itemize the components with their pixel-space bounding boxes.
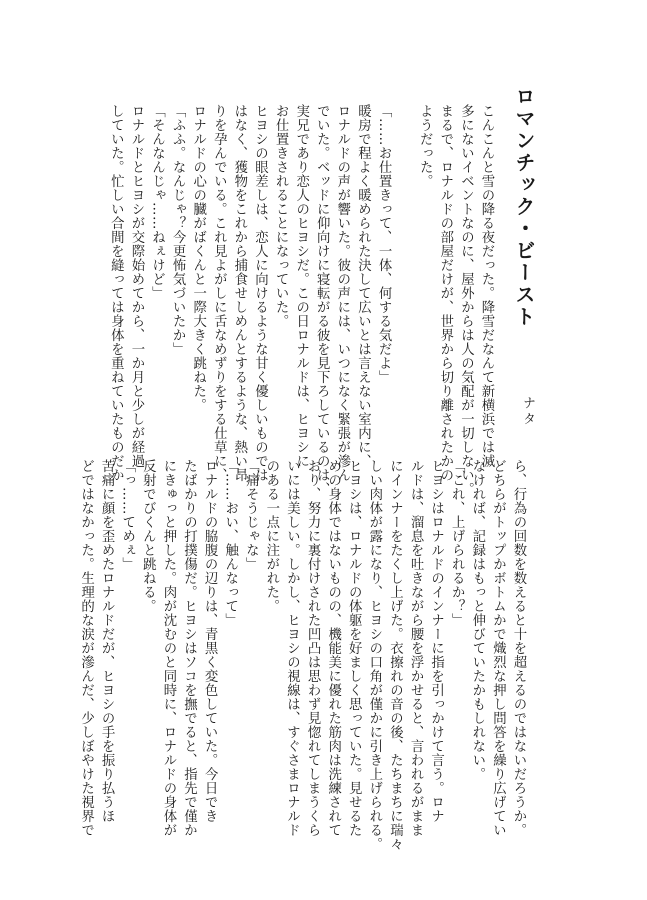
text-line: にきゅっと押した。肉が沈むのと同時に、ロナルドの身体が xyxy=(160,459,176,837)
text-line: 暖房で程よく暖められた決して広いとは言えない室内に、 xyxy=(355,104,371,468)
text-line: ロナルドの心の臓がばくんと一際大きく跳ねた。 xyxy=(190,104,206,412)
text-line: りを孕んでいる。これ見よがしに舌なめずりをする仕草に、 xyxy=(211,104,227,482)
text-line: 苦痛に顔を歪めたロナルドだが、ヒヨシの手を振り払うほ xyxy=(99,459,115,823)
text-line: 「痛そうじゃな」 xyxy=(243,459,259,571)
text-line: のある一点に注がれた。 xyxy=(263,459,279,613)
text-line: どではなかった。生理的な涙が滲んだ、少しぼやけた視界で xyxy=(78,459,94,837)
text-line: 実兄であり恋人のヒヨシだ。この日ロナルドは、ヒヨシに xyxy=(293,104,309,468)
text-line: ようだった。 xyxy=(417,104,433,188)
text-line: していた。忙しい合間を縫っては身体を重ねていたものだか xyxy=(108,104,124,482)
text-line: にインナーをたくし上げた。衣擦れの音の後、たちまちに瑞々 xyxy=(387,459,403,851)
text-line: ルドは、溜息を吐きながら腰を浮かせると、言われるがまま xyxy=(408,459,424,837)
text-line: 「……おい、触んなって」 xyxy=(222,459,238,627)
text-line: 「っ……てめぇ」 xyxy=(119,459,135,571)
text-line: お仕置きされることになっていた。 xyxy=(273,104,289,328)
text-line: 「ふふ。なんじゃ？今更怖気づいたか」 xyxy=(170,104,186,356)
text-line: こんこんと雪の降る夜だった。降雪だなんて新横浜では滅 xyxy=(479,104,494,468)
author-name: ナタ xyxy=(520,396,535,428)
text-line: めの身体ではないものの、機能美に優れた筋肉は洗練されて xyxy=(325,459,341,837)
text-line: ヒヨシの眼差しは、恋人に向けるような甘く優しいものでは xyxy=(252,104,268,482)
text-line xyxy=(393,104,414,449)
text-line: 「そんなんじゃ……ねぇけど」 xyxy=(149,104,165,300)
lower-text-block xyxy=(78,459,528,851)
text-line: 「これ、上げられるか？」 xyxy=(449,459,465,627)
upper-text-block xyxy=(96,104,496,496)
text-line: ロナルドとヒヨシが交際始めてから、一か月と少しが経過 xyxy=(128,104,144,468)
story-title: ロマンチック・ビースト xyxy=(512,86,536,328)
text-line: たばかりの打撲傷だ。ヒヨシはソコを撫でると、指先で僅か xyxy=(181,459,197,837)
text-line: なければ、記録はもっと伸びていたかもしれない。 xyxy=(469,459,485,781)
text-line: ロナルドの脇腹の辺りは、青黒く変色していた。今日でき xyxy=(202,459,218,823)
text-line: ロナルドの声が響いた。彼の声には、いつになく緊張が滲ん xyxy=(334,104,350,482)
text-line: どちらがトップかボトムかで熾烈な押し問答を繰り広げてい xyxy=(490,459,506,837)
text-line: 多にないイベントなのに、屋外からは人の気配が一切しない。 xyxy=(458,104,474,496)
text-line: まるで、ロナルドの部屋だけが、世界から切り離されたかの xyxy=(437,104,453,482)
text-line: いには美しい。しかし、ヒヨシの視線は、すぐさまロナルド xyxy=(284,459,300,837)
text-line: 反射でびくんと跳ねる。 xyxy=(140,459,156,613)
text-line: おり、努力に裏付けされた凹凸は思わず見惚れてしまうくら xyxy=(305,459,321,837)
text-line: はなく、獲物をこれから捕食せしめんとするような、熱い昂 xyxy=(231,104,247,482)
text-line: ヒヨシはロナルドのインナーに指を引っかけて言う。ロナ xyxy=(428,459,444,823)
text-line: しい肉体が露になり、ヒヨシの口角が僅かに引き上げられる。 xyxy=(366,459,382,851)
text-line: ら、行為の回数を数えると十を超えるのではないだろうか。 xyxy=(511,459,526,837)
text-line: 「……お仕置きって、一体、何する気だよ」 xyxy=(376,104,392,384)
text-line: でいた。ベッドに仰向けに寝転がる彼を見下ろしているのは、 xyxy=(314,104,330,496)
text-line: ヒヨシは、ロナルドの体躯を好ましく思っていた。見せるた xyxy=(346,459,362,837)
